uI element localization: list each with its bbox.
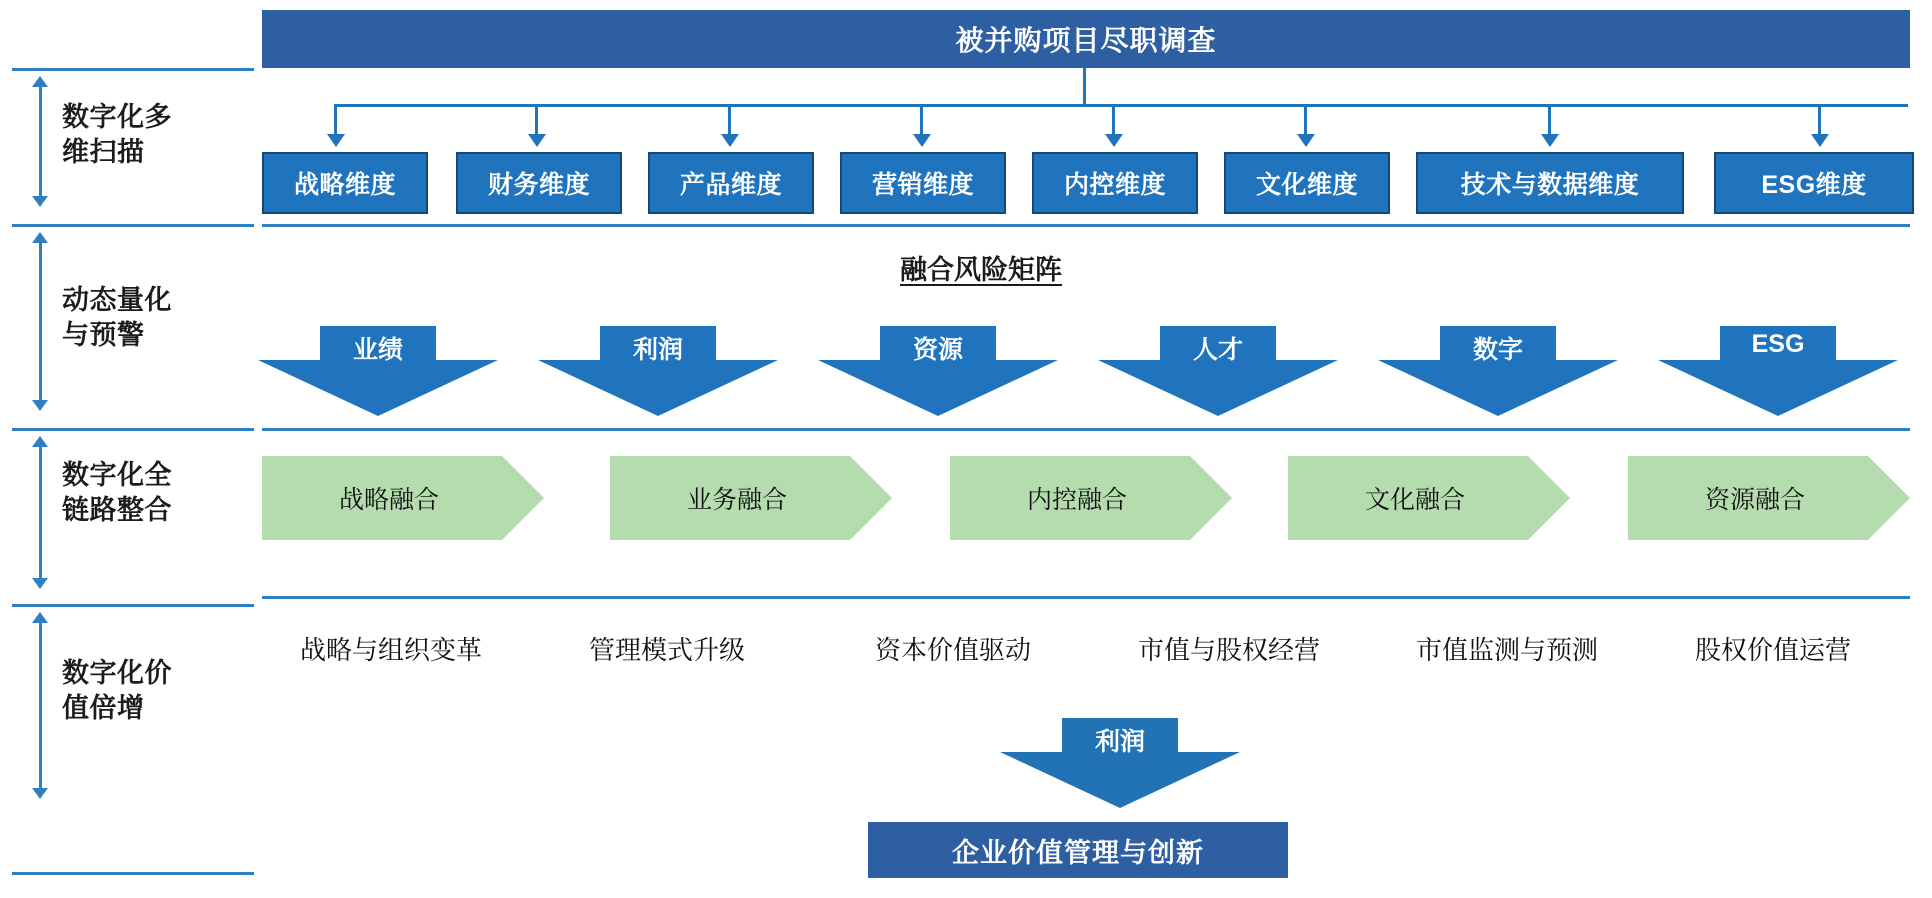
stage-label-3-line2: 链路整合 (62, 494, 172, 525)
integration-chevron-resource[interactable] (1628, 456, 1910, 540)
stage-label-1-line2: 维扫描 (62, 136, 145, 167)
down-arrow-shape (818, 326, 1058, 416)
risk-arrow-label-4: 人才 (1192, 336, 1243, 364)
section-divider-2 (262, 428, 1910, 431)
rail-arrow-down-1 (32, 196, 48, 207)
chevron-shape (262, 456, 544, 540)
down-arrow-shape (1378, 326, 1618, 416)
dimension-label-3: 产品维度 (679, 171, 782, 199)
connector-drop-5 (1112, 104, 1115, 134)
integration-chevron-business[interactable] (610, 456, 892, 540)
final-arrow-profit[interactable] (1000, 718, 1240, 808)
risk-arrow-label-1: 业绩 (352, 336, 403, 364)
dimension-label-6: 文化维度 (1255, 171, 1358, 199)
value-item-1: 战略与组织变革 (299, 635, 482, 665)
final-arrow-label: 利润 (1094, 728, 1145, 756)
risk-arrow-talent[interactable] (1098, 326, 1338, 416)
matrix-title: 融合风险矩阵 (900, 255, 1062, 285)
stage-label-4-line2: 值倍增 (62, 692, 145, 723)
connector-drop-8 (1818, 104, 1821, 134)
risk-arrow-resource[interactable] (818, 326, 1058, 416)
rail-arrow-down-4 (32, 788, 48, 799)
down-arrow-shape (258, 326, 498, 416)
down-arrow-shape (538, 326, 778, 416)
dimension-box-finance[interactable] (456, 152, 622, 214)
risk-arrow-digital[interactable] (1378, 326, 1618, 416)
rail-vline-3 (39, 446, 42, 578)
risk-arrow-esg[interactable] (1658, 326, 1898, 416)
section-divider-1 (262, 224, 1910, 227)
stage-label-3-line1: 数字化全 (62, 460, 172, 490)
connector-arrowhead-3 (721, 134, 739, 147)
integration-chevron-label-1: 战略融合 (338, 486, 439, 514)
integration-chevron-internal-control[interactable] (950, 456, 1232, 540)
stage-label-2-line2: 与预警 (62, 319, 145, 350)
rail-divider-3-top (12, 428, 254, 431)
risk-arrow-label-5: 数字 (1472, 336, 1523, 364)
dimension-label-4: 营销维度 (871, 171, 974, 199)
connector-arrowhead-7 (1541, 134, 1559, 147)
chevron-shape (1628, 456, 1910, 540)
dimension-box-internal-control[interactable] (1032, 152, 1198, 214)
connector-trunk (1083, 68, 1086, 104)
rail-vline-2 (39, 242, 42, 400)
stage-label-1 (62, 100, 232, 169)
stage-label-4 (62, 656, 232, 725)
dimension-label-1: 战略维度 (293, 171, 396, 199)
dimension-label-8: ESG维度 (1761, 171, 1867, 199)
dimension-box-culture[interactable] (1224, 152, 1390, 214)
rail-arrow-down-2 (32, 400, 48, 411)
integration-chevron-label-5: 资源融合 (1704, 486, 1805, 514)
dimension-box-marketing[interactable] (840, 152, 1006, 214)
rail-divider-2-top (12, 224, 254, 227)
value-item-2: 管理模式升级 (588, 635, 745, 665)
stage-label-1-line1: 数字化多 (62, 102, 172, 132)
stage-label-2 (62, 283, 232, 352)
stage-label-2-line1: 动态量化 (62, 285, 172, 315)
top-banner (262, 10, 1910, 68)
connector-arrowhead-4 (913, 134, 931, 147)
risk-arrow-label-3: 资源 (912, 336, 963, 364)
integration-chevron-label-2: 业务融合 (686, 486, 787, 514)
dimension-box-esg[interactable] (1714, 152, 1914, 214)
risk-arrow-label-2: 利润 (632, 336, 683, 364)
dimension-label-7: 技术与数据维度 (1460, 171, 1640, 199)
value-item-4: 市值与股权经营 (1137, 635, 1320, 665)
connector-drop-6 (1304, 104, 1307, 134)
value-item-3: 资本价值驱动 (874, 635, 1031, 665)
rail-arrow-down-3 (32, 578, 48, 589)
connector-drop-1 (334, 104, 337, 134)
value-item-5: 市值监测与预测 (1415, 635, 1598, 665)
connector-arrowhead-2 (528, 134, 546, 147)
rail-divider-4-bottom (12, 872, 254, 875)
connector-drop-7 (1548, 104, 1551, 134)
value-item-6: 股权价值运营 (1694, 635, 1851, 665)
risk-arrow-profit[interactable] (538, 326, 778, 416)
integration-chevron-strategy[interactable] (262, 456, 544, 540)
dimension-box-product[interactable] (648, 152, 814, 214)
outcome-banner (868, 822, 1288, 878)
integration-chevron-culture[interactable] (1288, 456, 1570, 540)
down-arrow-shape (1000, 718, 1240, 808)
chevron-shape (610, 456, 892, 540)
down-arrow-shape (1658, 326, 1898, 416)
connector-drop-2 (535, 104, 538, 134)
outcome-label: 企业价值管理与创新 (952, 837, 1204, 868)
integration-chevron-label-3: 内控融合 (1026, 486, 1127, 514)
risk-arrow-label-6: ESG (1751, 330, 1805, 358)
connector-drop-4 (920, 104, 923, 134)
chevron-shape (950, 456, 1232, 540)
connector-arrowhead-6 (1297, 134, 1315, 147)
chevron-shape (1288, 456, 1570, 540)
rail-vline-1 (39, 86, 42, 196)
connector-arrowhead-8 (1811, 134, 1829, 147)
connector-arrowhead-5 (1105, 134, 1123, 147)
dimension-label-2: 财务维度 (487, 171, 590, 199)
connector-drop-3 (728, 104, 731, 134)
section-divider-3 (262, 596, 1910, 599)
stage-label-4-line1: 数字化价 (62, 658, 172, 688)
rail-divider-1-top (12, 68, 254, 71)
risk-arrow-performance[interactable] (258, 326, 498, 416)
rail-vline-4 (39, 622, 42, 788)
dimension-box-tech-data[interactable] (1416, 152, 1684, 214)
connector-bus (334, 104, 1908, 107)
top-banner-title: 被并购项目尽职调查 (955, 25, 1217, 56)
dimension-box-strategy[interactable] (262, 152, 428, 214)
down-arrow-shape (1098, 326, 1338, 416)
stage-label-3 (62, 458, 232, 527)
rail-divider-4-top (12, 604, 254, 607)
integration-chevron-label-4: 文化融合 (1364, 486, 1465, 514)
dimension-label-5: 内控维度 (1063, 171, 1166, 199)
connector-arrowhead-1 (327, 134, 345, 147)
